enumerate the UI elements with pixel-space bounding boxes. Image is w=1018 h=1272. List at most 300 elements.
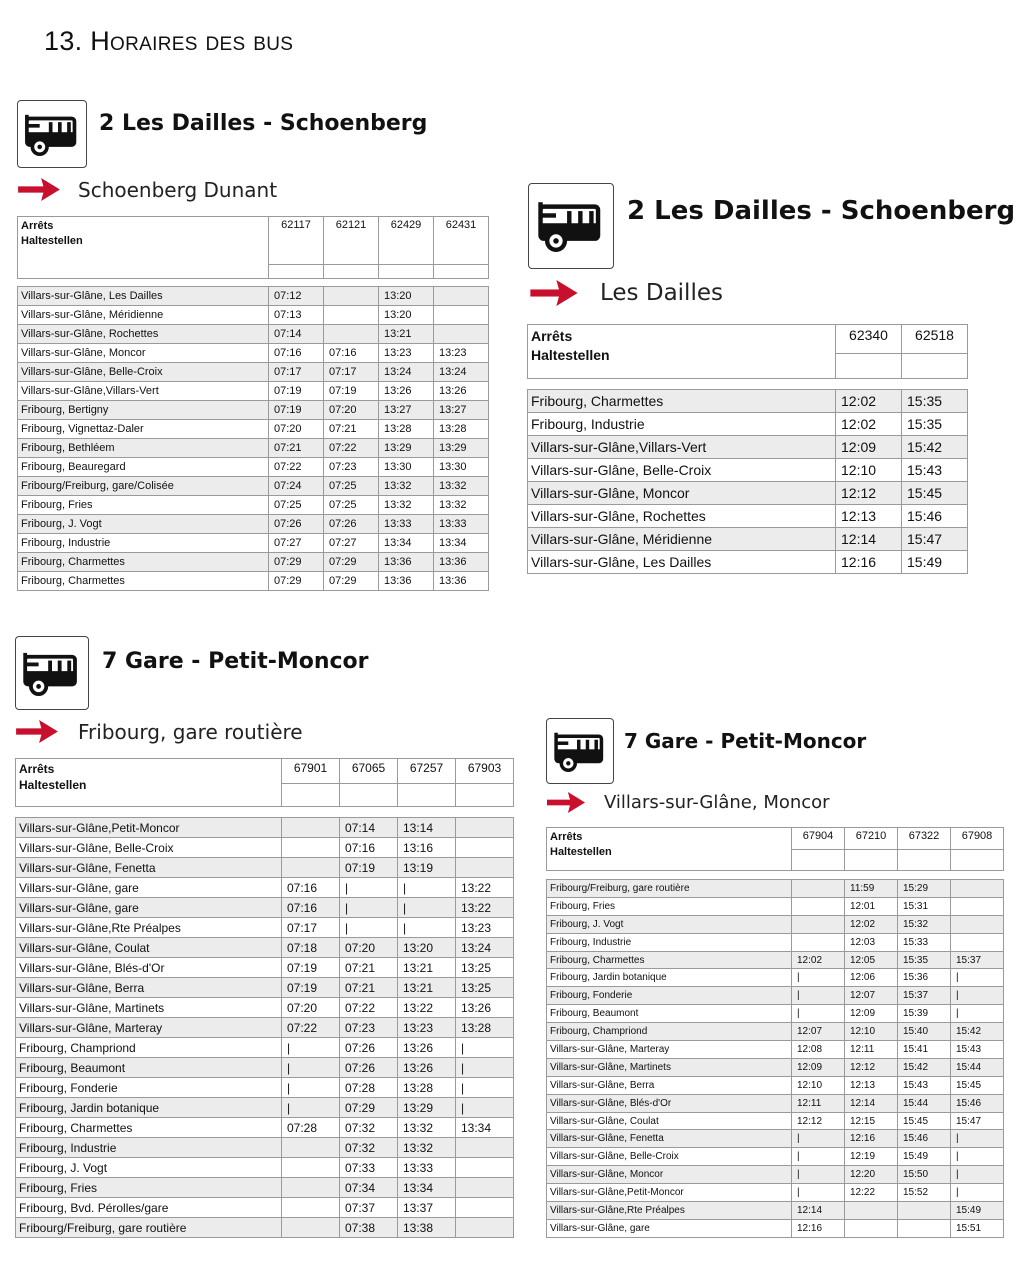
- departure-time: |: [792, 969, 845, 987]
- departure-time: 15:43: [902, 459, 968, 482]
- departure-time: 13:21: [398, 978, 456, 998]
- table-row: [528, 390, 968, 413]
- departure-time: 07:21: [269, 439, 324, 458]
- departure-time: 13:16: [398, 838, 456, 858]
- departure-time: 07:20: [269, 420, 324, 439]
- departure-time: |: [792, 1130, 845, 1148]
- stop-name: Fribourg, Fries: [18, 496, 269, 515]
- departure-time: 07:33: [340, 1158, 398, 1178]
- departure-time: 07:14: [340, 818, 398, 838]
- departure-time: 15:45: [951, 1076, 1004, 1094]
- departure-time: 13:28: [456, 1018, 514, 1038]
- departure-time: 07:16: [324, 344, 379, 363]
- departure-time: |: [456, 1038, 514, 1058]
- departure-time: 13:21: [398, 958, 456, 978]
- course-subheader-cell: [340, 784, 398, 807]
- departure-time: 13:24: [379, 363, 434, 382]
- departure-time: 15:43: [951, 1041, 1004, 1059]
- departure-time: [456, 1158, 514, 1178]
- departure-time: 13:32: [398, 1138, 456, 1158]
- stop-name: Fribourg, Jardin botanique: [547, 969, 792, 987]
- table-row: [547, 1112, 1004, 1130]
- departure-time: 07:25: [324, 477, 379, 496]
- departure-time: 13:34: [456, 1118, 514, 1138]
- departure-time: 15:40: [898, 1023, 951, 1041]
- departure-time: 07:12: [269, 287, 324, 306]
- departure-time: 07:13: [269, 306, 324, 325]
- stop-name: Villars-sur-Glâne, Berra: [16, 978, 282, 998]
- departure-time: 13:36: [434, 572, 489, 591]
- departure-time: 07:21: [340, 978, 398, 998]
- departure-time: 11:59: [845, 880, 898, 898]
- departure-time: 15:37: [898, 987, 951, 1005]
- table-row: [18, 496, 489, 515]
- departure-time: 07:19: [269, 382, 324, 401]
- departure-time: 15:32: [898, 915, 951, 933]
- stop-name: Fribourg, J. Vogt: [547, 915, 792, 933]
- departure-time: 15:36: [898, 969, 951, 987]
- stop-name: Villars-sur-Glâne,Petit-Moncor: [547, 1184, 792, 1202]
- departure-time: 12:16: [792, 1219, 845, 1237]
- departure-time: |: [340, 898, 398, 918]
- departure-time: |: [282, 1078, 340, 1098]
- departure-time: 13:28: [434, 420, 489, 439]
- departure-time: 15:42: [898, 1058, 951, 1076]
- departure-time: 13:14: [398, 818, 456, 838]
- departure-time: 15:49: [951, 1202, 1004, 1220]
- stop-name: Villars-sur-Glâne,Villars-Vert: [18, 382, 269, 401]
- departure-time: 07:34: [340, 1178, 398, 1198]
- departure-time: 15:33: [898, 933, 951, 951]
- stop-name: Villars-sur-Glâne, gare: [547, 1219, 792, 1237]
- departure-time: [456, 858, 514, 878]
- departure-time: 12:03: [845, 933, 898, 951]
- departure-time: |: [456, 1078, 514, 1098]
- departure-time: [282, 818, 340, 838]
- header-label-de: Haltestellen: [21, 234, 83, 247]
- departure-time: [951, 880, 1004, 898]
- departure-time: [324, 306, 379, 325]
- stop-name: Fribourg, Industrie: [18, 534, 269, 553]
- departure-time: 13:33: [398, 1158, 456, 1178]
- departure-time: |: [951, 1005, 1004, 1023]
- departure-time: 15:31: [898, 897, 951, 915]
- departure-time: 13:20: [379, 287, 434, 306]
- departure-time: |: [340, 918, 398, 938]
- departure-time: 12:05: [845, 951, 898, 969]
- departure-time: 07:29: [269, 553, 324, 572]
- course-number: 67903: [456, 759, 514, 784]
- departure-time: 13:21: [379, 325, 434, 344]
- direction-arrow: [18, 178, 60, 206]
- departure-time: 13:26: [398, 1058, 456, 1078]
- departure-time: [282, 1178, 340, 1198]
- stop-name: Villars-sur-Glâne, Belle-Croix: [16, 838, 282, 858]
- course-number: 67210: [845, 828, 898, 850]
- timetable: [15, 758, 514, 1238]
- departure-time: 12:14: [845, 1094, 898, 1112]
- departure-time: 15:51: [951, 1219, 1004, 1237]
- table-gap: [18, 279, 489, 287]
- page-number: 13.: [44, 26, 83, 56]
- departure-time: 13:19: [398, 858, 456, 878]
- departure-time: 13:33: [434, 515, 489, 534]
- departure-time: |: [282, 1058, 340, 1078]
- departure-time: [282, 1218, 340, 1238]
- table-row: [16, 878, 514, 898]
- stop-name: Villars-sur-Glâne, Blés-d'Or: [16, 958, 282, 978]
- departure-time: 13:24: [456, 938, 514, 958]
- stop-name: Fribourg, Fries: [16, 1178, 282, 1198]
- timetable: [546, 827, 1004, 1238]
- departure-time: 07:17: [324, 363, 379, 382]
- stops-column-header: [18, 217, 269, 279]
- table-row: [16, 1138, 514, 1158]
- departure-time: 13:36: [379, 553, 434, 572]
- departure-time: 15:46: [951, 1094, 1004, 1112]
- table-row: [547, 915, 1004, 933]
- table-gap: [16, 807, 514, 818]
- departure-time: [434, 306, 489, 325]
- direction-arrow-icon: [530, 280, 578, 306]
- table-row: [18, 344, 489, 363]
- departure-time: 15:49: [902, 551, 968, 574]
- departure-time: |: [792, 987, 845, 1005]
- departure-time: 12:11: [845, 1041, 898, 1059]
- direction-arrow-icon: [547, 792, 585, 813]
- header-label-fr: Arrêts: [21, 220, 54, 232]
- table-row: [16, 1038, 514, 1058]
- course-subheader-cell: [434, 265, 489, 279]
- departure-time: 13:37: [398, 1198, 456, 1218]
- bus-icon: [538, 200, 605, 252]
- direction-destination: Villars-sur-Glâne, Moncor: [604, 791, 830, 813]
- departure-time: [456, 838, 514, 858]
- departure-time: [951, 933, 1004, 951]
- course-number: 67901: [282, 759, 340, 784]
- departure-time: 07:29: [340, 1098, 398, 1118]
- departure-time: 15:44: [951, 1058, 1004, 1076]
- stop-name: Villars-sur-Glâne, Fenetta: [16, 858, 282, 878]
- departure-time: [792, 897, 845, 915]
- departure-time: 07:29: [269, 572, 324, 591]
- departure-time: 07:19: [282, 958, 340, 978]
- table-row: [528, 413, 968, 436]
- departure-time: 13:27: [379, 401, 434, 420]
- departure-time: 07:17: [282, 918, 340, 938]
- departure-time: 12:09: [836, 436, 902, 459]
- table-row: [16, 1118, 514, 1138]
- bus-icon: [25, 113, 80, 156]
- stop-name: Villars-sur-Glâne, Martinets: [16, 998, 282, 1018]
- departure-time: 12:13: [845, 1076, 898, 1094]
- course-number: 67322: [898, 828, 951, 850]
- departure-time: 07:25: [324, 496, 379, 515]
- departure-time: 15:50: [898, 1166, 951, 1184]
- bus-icon: [554, 731, 607, 772]
- course-number: 67065: [340, 759, 398, 784]
- departure-time: |: [951, 1148, 1004, 1166]
- table-header: [16, 759, 514, 784]
- departure-time: 13:22: [456, 878, 514, 898]
- departure-time: [456, 1198, 514, 1218]
- departure-time: 07:26: [324, 515, 379, 534]
- table-row: [18, 477, 489, 496]
- departure-time: [282, 858, 340, 878]
- departure-time: 07:19: [340, 858, 398, 878]
- departure-time: 13:28: [398, 1078, 456, 1098]
- stop-name: Villars-sur-Glâne, Moncor: [18, 344, 269, 363]
- departure-time: 15:49: [898, 1148, 951, 1166]
- departure-time: 07:38: [340, 1218, 398, 1238]
- table-row: [16, 818, 514, 838]
- departure-time: 07:16: [340, 838, 398, 858]
- departure-time: 07:26: [340, 1058, 398, 1078]
- stop-name: Fribourg, Industrie: [547, 933, 792, 951]
- stop-name: Villars-sur-Glâne, Les Dailles: [18, 287, 269, 306]
- departure-time: 07:37: [340, 1198, 398, 1218]
- stop-name: Villars-sur-Glâne,Rte Préalpes: [16, 918, 282, 938]
- direction-arrow-icon: [16, 720, 58, 743]
- table-row: [547, 1148, 1004, 1166]
- departure-time: 13:29: [434, 439, 489, 458]
- course-subheader-cell: [282, 784, 340, 807]
- departure-time: 15:44: [898, 1094, 951, 1112]
- departure-time: 07:28: [282, 1118, 340, 1138]
- departure-time: [845, 1202, 898, 1220]
- departure-time: [456, 1218, 514, 1238]
- header-label-fr: Arrêts: [531, 328, 573, 344]
- departure-time: 07:25: [269, 496, 324, 515]
- table-row: [528, 436, 968, 459]
- departure-time: 07:21: [324, 420, 379, 439]
- table-row: [16, 1198, 514, 1218]
- departure-time: 12:19: [845, 1148, 898, 1166]
- course-subheader-cell: [456, 784, 514, 807]
- table-row: [18, 553, 489, 572]
- table-row: [547, 1219, 1004, 1237]
- table-row: [547, 1005, 1004, 1023]
- departure-time: [282, 1198, 340, 1218]
- departure-time: 12:20: [845, 1166, 898, 1184]
- line-title: 2 Les Dailles - Schoenberg: [99, 110, 428, 136]
- departure-time: 13:27: [434, 401, 489, 420]
- table-row: [18, 325, 489, 344]
- departure-time: 15:42: [902, 436, 968, 459]
- table-row: [18, 420, 489, 439]
- departure-time: 12:13: [836, 505, 902, 528]
- stop-name: Fribourg/Freiburg, gare/Colisée: [18, 477, 269, 496]
- stop-name: Villars-sur-Glâne, Berra: [547, 1076, 792, 1094]
- bus-icon-box: [15, 636, 89, 710]
- departure-time: 13:29: [379, 439, 434, 458]
- departure-time: 12:10: [845, 1023, 898, 1041]
- departure-time: 12:07: [845, 987, 898, 1005]
- departure-time: 12:09: [845, 1005, 898, 1023]
- course-number: 62340: [836, 325, 902, 354]
- direction-arrow: [16, 720, 58, 748]
- stop-name: Villars-sur-Glâne,Rte Préalpes: [547, 1202, 792, 1220]
- departure-time: 13:22: [398, 998, 456, 1018]
- direction-arrow: [547, 792, 585, 818]
- course-subheader-cell: [898, 850, 951, 871]
- departure-time: [898, 1219, 951, 1237]
- departure-time: 13:25: [456, 958, 514, 978]
- departure-time: 07:24: [269, 477, 324, 496]
- table-row: [16, 958, 514, 978]
- departure-time: 13:30: [379, 458, 434, 477]
- stop-name: Villars-sur-Glâne, gare: [16, 898, 282, 918]
- table-row: [547, 1166, 1004, 1184]
- departure-time: |: [792, 1005, 845, 1023]
- table-row: [18, 458, 489, 477]
- direction-arrow: [530, 280, 578, 311]
- departure-time: |: [398, 898, 456, 918]
- departure-time: 13:34: [434, 534, 489, 553]
- stop-name: Fribourg, Charmettes: [16, 1118, 282, 1138]
- stop-name: Fribourg, Vignettaz-Daler: [18, 420, 269, 439]
- departure-time: 13:22: [456, 898, 514, 918]
- table-row: [547, 1058, 1004, 1076]
- departure-time: [456, 1178, 514, 1198]
- departure-time: 13:23: [379, 344, 434, 363]
- table-row: [528, 482, 968, 505]
- stop-name: Fribourg, Bvd. Pérolles/gare: [16, 1198, 282, 1218]
- table-header: [528, 325, 968, 354]
- departure-time: 07:20: [324, 401, 379, 420]
- departure-time: |: [951, 969, 1004, 987]
- table-row: [547, 951, 1004, 969]
- stop-name: Fribourg, Industrie: [16, 1138, 282, 1158]
- line-title: 7 Gare - Petit-Moncor: [624, 729, 867, 753]
- table-row: [16, 1018, 514, 1038]
- departure-time: 12:10: [792, 1076, 845, 1094]
- departure-time: 15:45: [902, 482, 968, 505]
- departure-time: 15:39: [898, 1005, 951, 1023]
- departure-time: |: [951, 1166, 1004, 1184]
- departure-time: 12:08: [792, 1041, 845, 1059]
- stop-name: Villars-sur-Glâne, Belle-Croix: [18, 363, 269, 382]
- table-header: [547, 828, 1004, 850]
- departure-time: 07:22: [282, 1018, 340, 1038]
- table-row: [547, 969, 1004, 987]
- departure-time: 13:23: [456, 918, 514, 938]
- page-title: [44, 26, 293, 57]
- departure-time: 13:28: [379, 420, 434, 439]
- stop-name: Fribourg/Freiburg, gare routière: [16, 1218, 282, 1238]
- departure-time: |: [792, 1148, 845, 1166]
- table-row: [528, 551, 968, 574]
- departure-time: |: [456, 1058, 514, 1078]
- table-row: [547, 897, 1004, 915]
- departure-time: 13:23: [434, 344, 489, 363]
- stop-name: Villars-sur-Glâne, Martinets: [547, 1058, 792, 1076]
- departure-time: 12:09: [792, 1058, 845, 1076]
- departure-time: 13:32: [379, 477, 434, 496]
- departure-time: |: [792, 1166, 845, 1184]
- table-row: [547, 880, 1004, 898]
- departure-time: 07:23: [340, 1018, 398, 1038]
- departure-time: 15:35: [902, 390, 968, 413]
- departure-time: 13:38: [398, 1218, 456, 1238]
- departure-time: 15:29: [898, 880, 951, 898]
- table-gap: [547, 871, 1004, 880]
- timetable: [17, 216, 489, 591]
- stop-name: Fribourg, Champriond: [547, 1023, 792, 1041]
- departure-time: |: [456, 1098, 514, 1118]
- course-subheader-cell: [269, 265, 324, 279]
- departure-time: |: [792, 1184, 845, 1202]
- table-row: [18, 572, 489, 591]
- table-row: [16, 1058, 514, 1078]
- departure-time: 13:26: [456, 998, 514, 1018]
- table-row: [18, 306, 489, 325]
- departure-time: 13:36: [434, 553, 489, 572]
- departure-time: 12:02: [845, 915, 898, 933]
- departure-time: 13:32: [434, 496, 489, 515]
- course-subheader-cell: [324, 265, 379, 279]
- departure-time: 12:12: [845, 1058, 898, 1076]
- header-label-de: Haltestellen: [19, 778, 87, 793]
- table-row: [547, 1202, 1004, 1220]
- departure-time: 07:18: [282, 938, 340, 958]
- course-number: 62121: [324, 217, 379, 265]
- table-row: [16, 1178, 514, 1198]
- departure-time: 13:24: [434, 363, 489, 382]
- stop-name: Villars-sur-Glâne, Moncor: [547, 1166, 792, 1184]
- departure-time: 07:19: [324, 382, 379, 401]
- departure-time: |: [951, 987, 1004, 1005]
- stop-name: Villars-sur-Glâne, Rochettes: [528, 505, 836, 528]
- page-title-text: Horaires des bus: [90, 26, 294, 56]
- departure-time: [324, 325, 379, 344]
- table-row: [16, 838, 514, 858]
- departure-time: 07:22: [340, 998, 398, 1018]
- departure-time: 13:33: [379, 515, 434, 534]
- course-subheader-cell: [379, 265, 434, 279]
- course-subheader-cell: [902, 354, 968, 379]
- stop-name: Villars-sur-Glâne, Coulat: [547, 1112, 792, 1130]
- departure-time: 15:52: [898, 1184, 951, 1202]
- table-row: [16, 918, 514, 938]
- stop-name: Villars-sur-Glâne, Moncor: [528, 482, 836, 505]
- departure-time: 12:15: [845, 1112, 898, 1130]
- course-subheader-cell: [792, 850, 845, 871]
- stop-name: Villars-sur-Glâne, Coulat: [16, 938, 282, 958]
- table-row: [547, 1094, 1004, 1112]
- departure-time: 07:27: [324, 534, 379, 553]
- departure-time: 13:26: [434, 382, 489, 401]
- stop-name: Villars-sur-Glâne,Petit-Moncor: [16, 818, 282, 838]
- table-row: [528, 459, 968, 482]
- stop-name: Villars-sur-Glâne, Méridienne: [18, 306, 269, 325]
- departure-time: [434, 287, 489, 306]
- departure-time: 13:23: [398, 1018, 456, 1038]
- departure-time: 15:46: [898, 1130, 951, 1148]
- course-subheader-cell: [845, 850, 898, 871]
- departure-time: 13:34: [398, 1178, 456, 1198]
- departure-time: 07:32: [340, 1118, 398, 1138]
- departure-time: 12:22: [845, 1184, 898, 1202]
- departure-time: 12:02: [836, 390, 902, 413]
- stop-name: Fribourg, Fonderie: [547, 987, 792, 1005]
- table-row: [547, 987, 1004, 1005]
- stop-name: Fribourg, Charmettes: [528, 390, 836, 413]
- bus-icon: [23, 651, 81, 696]
- departure-time: 07:19: [269, 401, 324, 420]
- departure-time: [456, 818, 514, 838]
- course-number: 62429: [379, 217, 434, 265]
